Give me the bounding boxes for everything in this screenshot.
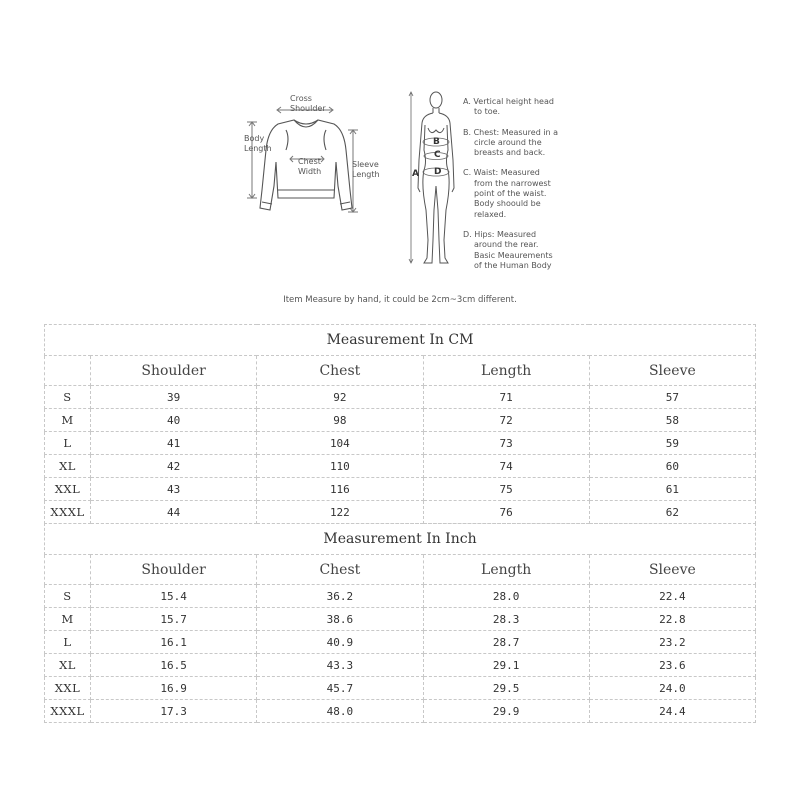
- table-title-row: [45, 524, 756, 555]
- measurement-value: 40: [91, 409, 257, 432]
- measurement-value: 116: [257, 478, 423, 501]
- size-label: XXXL: [45, 700, 91, 723]
- column-header: Chest: [257, 555, 423, 585]
- label-d: D: [434, 167, 442, 177]
- legend-item-b: [463, 128, 573, 159]
- measurement-value: 23.6: [589, 654, 755, 677]
- size-label: M: [45, 608, 91, 631]
- column-header: Chest: [257, 356, 423, 386]
- measurement-value: 28.0: [423, 585, 589, 608]
- size-label: L: [45, 432, 91, 455]
- measurement-value: 76: [423, 501, 589, 524]
- legend-d-first: D. Hips: Measured: [463, 229, 537, 239]
- size-label: S: [45, 386, 91, 409]
- measurement-value: 24.0: [589, 677, 755, 700]
- legend-c-first: C. Waist: Measured: [463, 168, 540, 178]
- measurement-value: 62: [589, 501, 755, 524]
- size-table-inch: [44, 523, 756, 723]
- table-row: [45, 654, 756, 677]
- measurement-value: 41: [91, 432, 257, 455]
- legend-item-a: [463, 97, 573, 118]
- size-label: XL: [45, 654, 91, 677]
- measurement-value: 122: [257, 501, 423, 524]
- column-header: Shoulder: [91, 555, 257, 585]
- legend-item-c: [463, 168, 573, 219]
- measurement-value: 28.7: [423, 631, 589, 654]
- table-title: Measurement In Inch: [45, 524, 756, 555]
- table-header-row: [45, 555, 756, 585]
- measurement-value: 45.7: [257, 677, 423, 700]
- measurement-value: 44: [91, 501, 257, 524]
- measurement-value: 24.4: [589, 700, 755, 723]
- table-row: [45, 700, 756, 723]
- size-label: XL: [45, 455, 91, 478]
- legend-item-d: [463, 230, 573, 271]
- measurement-value: 23.2: [589, 631, 755, 654]
- body-length-label: Body Length: [244, 134, 272, 153]
- measurement-value: 22.4: [589, 585, 755, 608]
- legend-a-rest: to toe.: [474, 107, 501, 117]
- measurement-value: 104: [257, 432, 423, 455]
- size-label: XXL: [45, 677, 91, 700]
- table-row: [45, 501, 756, 524]
- table-row: [45, 677, 756, 700]
- measurement-value: 17.3: [91, 700, 257, 723]
- measurement-value: 58: [589, 409, 755, 432]
- table-row: [45, 455, 756, 478]
- chest-width-label: Chest Width: [298, 157, 322, 176]
- size-label: S: [45, 585, 91, 608]
- measurement-value: 29.5: [423, 677, 589, 700]
- legend-b-rest: circle around the breasts and back.: [474, 137, 546, 158]
- measurement-value: 29.9: [423, 700, 589, 723]
- measurement-value: 43: [91, 478, 257, 501]
- measurement-value: 16.1: [91, 631, 257, 654]
- measurement-value: 16.5: [91, 654, 257, 677]
- measurement-value: 29.1: [423, 654, 589, 677]
- measurement-value: 15.4: [91, 585, 257, 608]
- measurement-value: 22.8: [589, 608, 755, 631]
- table-body: [45, 386, 756, 524]
- measurement-value: 43.3: [257, 654, 423, 677]
- table-row: [45, 432, 756, 455]
- measurement-value: 59: [589, 432, 755, 455]
- table-row: [45, 631, 756, 654]
- corner-cell: [45, 555, 91, 585]
- table-row: [45, 386, 756, 409]
- measurement-illustration: [0, 0, 800, 320]
- column-header: Sleeve: [589, 356, 755, 386]
- measurement-value: 15.7: [91, 608, 257, 631]
- measurement-value: 48.0: [257, 700, 423, 723]
- measurement-value: 61: [589, 478, 755, 501]
- column-header: Sleeve: [589, 555, 755, 585]
- table-title: Measurement In CM: [45, 325, 756, 356]
- table-header-row: [45, 356, 756, 386]
- measurement-value: 92: [257, 386, 423, 409]
- legend-b-first: B. Chest: Measured in a: [463, 127, 559, 137]
- label-c: C: [434, 150, 441, 160]
- legend-c-rest: from the narrowest point of the waist. Body shoould be relaxed.: [474, 178, 551, 219]
- legend-a-first: A. Vertical height head: [463, 97, 554, 106]
- label-b: B: [433, 137, 440, 147]
- size-label: XXL: [45, 478, 91, 501]
- table-row: [45, 409, 756, 432]
- measurement-value: 72: [423, 409, 589, 432]
- legend-d-rest: around the rear. Basic Meaurements of the Human Body: [474, 240, 553, 270]
- measurement-value: 60: [589, 455, 755, 478]
- measurement-value: 40.9: [257, 631, 423, 654]
- measurement-value: 42: [91, 455, 257, 478]
- measurement-value: 28.3: [423, 608, 589, 631]
- measurement-value: 39: [91, 386, 257, 409]
- corner-cell: [45, 356, 91, 386]
- human-body-figure: [405, 90, 465, 275]
- measurement-value: 75: [423, 478, 589, 501]
- label-a: A: [412, 169, 419, 179]
- column-header: Length: [423, 356, 589, 386]
- table-title-row: [45, 325, 756, 356]
- measurement-value: 57: [589, 386, 755, 409]
- table-row: [45, 608, 756, 631]
- sleeve-length-label: Sleeve Length: [352, 160, 380, 179]
- size-table-cm: [44, 324, 756, 524]
- size-label: XXXL: [45, 501, 91, 524]
- measurement-value: 74: [423, 455, 589, 478]
- measurement-value: 98: [257, 409, 423, 432]
- table-body: [45, 585, 756, 723]
- measure-note: Item Measure by hand, it could be 2cm~3cm different.: [283, 295, 517, 305]
- cross-shoulder-label: Cross Shoulder: [290, 94, 326, 113]
- measurement-value: 38.6: [257, 608, 423, 631]
- measurement-value: 16.9: [91, 677, 257, 700]
- table-row: [45, 478, 756, 501]
- measurement-value: 73: [423, 432, 589, 455]
- measurement-legend: [463, 97, 573, 281]
- measurement-value: 71: [423, 386, 589, 409]
- measurement-value: 36.2: [257, 585, 423, 608]
- size-label: M: [45, 409, 91, 432]
- column-header: Length: [423, 555, 589, 585]
- column-header: Shoulder: [91, 356, 257, 386]
- measurement-value: 110: [257, 455, 423, 478]
- size-label: L: [45, 631, 91, 654]
- table-row: [45, 585, 756, 608]
